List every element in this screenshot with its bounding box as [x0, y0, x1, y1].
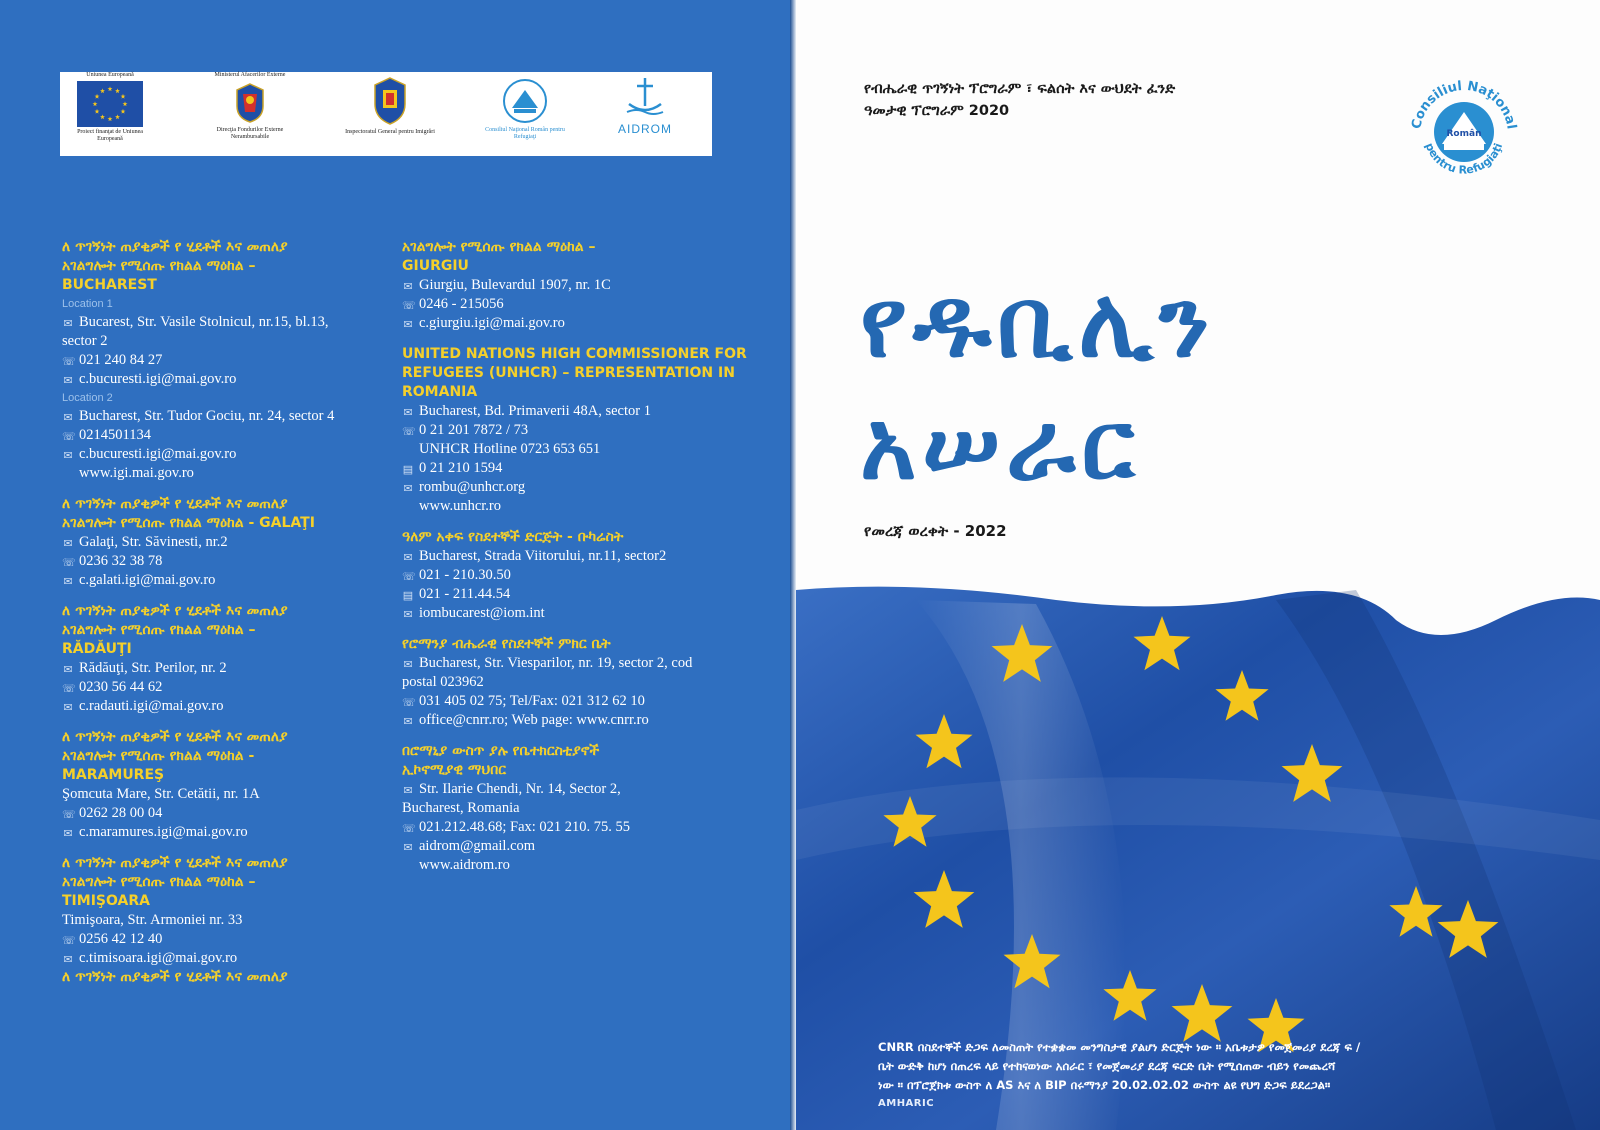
- phone-icon: ☏: [62, 557, 76, 569]
- igi-logo-caption: Inspectoratul General pentru Imigrări: [345, 129, 435, 135]
- section-heading-line: UNITED NATIONS HIGH COMMISSIONER FOR: [402, 346, 747, 362]
- mae-logo-caption-bottom: Direcţia Fondurilor Externe Nerambursabile: [216, 127, 284, 140]
- eu-logo: [70, 72, 150, 156]
- email-link[interactable]: rombu@unhcr.org: [419, 479, 526, 495]
- email-link[interactable]: iombucarest@iom.int: [419, 605, 545, 621]
- section-radauti: [62, 602, 402, 716]
- envelope-icon: ✉: [403, 407, 413, 419]
- section-heading-line: አገልግሎት የሚሰጡ የክልል ማዕከል –: [402, 239, 596, 255]
- section-heading-city: BUCHAREST: [62, 277, 157, 293]
- sponsor-logos-strip: [60, 72, 712, 156]
- footer-line: ቤት ውድቅ ከሆነ በጠረፍ ላይ የተከናወነው አሰራር ፣ የመጀመሪያ ደረጃ ፍርድ ቤት የሚሰጠው ብይን የመጨረሻ: [878, 1059, 1336, 1073]
- section-iom: [402, 528, 762, 623]
- cnrr-logo-text-bottom: pentru Refugiaţi: [1422, 141, 1506, 177]
- back-panel: [0, 0, 790, 1130]
- section-bucharest: [62, 238, 402, 483]
- address: Galaţi, Str. Săvinesti, nr.2: [79, 534, 228, 550]
- address: Bucharest, Str. Viesparilor, nr. 19, sector 2, cod: [419, 655, 693, 671]
- phone-icon: ☏: [62, 356, 76, 368]
- email-icon: ✉: [403, 609, 413, 621]
- cnrr-logo-text-top: Consiliul Naţional: [1409, 78, 1519, 131]
- footer-description: [878, 1038, 1518, 1095]
- language-label: AMHARIC: [878, 1098, 935, 1109]
- document-title-line-1: የዱቢሊን: [860, 267, 1216, 379]
- fax: 021 - 211.44.54: [419, 586, 511, 602]
- section-cnrr: [402, 635, 762, 730]
- address: Bucharest, Strada Viitorului, nr.11, sector2: [419, 548, 667, 564]
- fax: 0 21 210 1594: [419, 460, 503, 476]
- phone-icon: ☏: [62, 935, 76, 947]
- section-heading-line: ለ ጥገኝነት ጠያቂዎች የ ሂደቶች እና መጠለያ: [62, 496, 288, 512]
- phone: 0214501134: [79, 427, 151, 443]
- program-line: የብሔራዊ ጥገኝነት ፕሮግራም ፣ ፍልሰት እና ውህደት ፈንድ: [864, 81, 1176, 97]
- section-giurgiu: [402, 238, 762, 333]
- email-icon: ✉: [403, 483, 413, 495]
- email-link[interactable]: office@cnrr.ro; Web page: www.cnrr.ro: [419, 712, 649, 728]
- section-heading-line: አገልግሎት የሚሰጡ የክልል ማዕከል -: [62, 748, 255, 764]
- envelope-icon: ✉: [63, 412, 73, 424]
- envelope-icon: ✉: [403, 785, 413, 797]
- email-icon: ✉: [63, 702, 73, 714]
- aidrom-logo-icon: [625, 76, 665, 122]
- cnrr-logo-icon: [502, 78, 548, 124]
- email-icon: ✉: [403, 319, 413, 331]
- email-link[interactable]: c.radauti.igi@mai.gov.ro: [79, 698, 224, 714]
- email-icon: ✉: [403, 716, 413, 728]
- phone-icon: ☏: [402, 426, 416, 438]
- section-heading-line: ROMANIA: [402, 384, 478, 400]
- email-icon: ✉: [403, 842, 413, 854]
- envelope-icon: ✉: [403, 552, 413, 564]
- document-subtitle: የመረጃ ወረቀት - 2022: [864, 522, 1007, 540]
- section-galati: [62, 495, 402, 590]
- section-heading-line: በሮማኒያ ውስጥ ያሉ የቤተክርስቲያኖች: [402, 743, 600, 759]
- envelope-icon: ✉: [63, 664, 73, 676]
- email-link[interactable]: c.giurgiu.igi@mai.gov.ro: [419, 315, 565, 331]
- section-heading-line: REFUGEES (UNHCR) – REPRESENTATION IN: [402, 365, 735, 381]
- phone-icon: ☏: [62, 683, 76, 695]
- contacts-column-2: [402, 238, 762, 887]
- phone: 021 - 210.30.50: [419, 567, 511, 583]
- phone: 0262 28 00 04: [79, 805, 163, 821]
- section-heading-city: TIMIŞOARA: [62, 893, 150, 909]
- section-maramures: [62, 728, 402, 842]
- email-link[interactable]: c.bucuresti.igi@mai.gov.ro: [79, 371, 237, 387]
- address: Str. Ilarie Chendi, Nr. 14, Sector 2,: [419, 781, 621, 797]
- igi-crest-icon: [373, 76, 407, 126]
- mae-logo: [200, 72, 300, 156]
- address: Bucharest, Bd. Primaverii 48A, sector 1: [419, 403, 651, 419]
- program-line: ዓመታዊ ፕሮግራም 2020: [864, 103, 1010, 119]
- email-icon: ✉: [63, 375, 73, 387]
- section-heading-city: MARAMUREŞ: [62, 767, 165, 783]
- envelope-icon: ✉: [403, 659, 413, 671]
- section-unhcr: [402, 345, 762, 516]
- section-heading-line: ኢኮኖሚያዊ ማህበር: [402, 762, 506, 778]
- cnrr-small-logo: [480, 72, 570, 156]
- section-heading-line: ዓለም አቀፍ የስደተኞች ድርጅት - ቡካሬስት: [402, 529, 624, 545]
- phone-icon: ☏: [402, 823, 416, 835]
- phone: 0256 42 12 40: [79, 931, 163, 947]
- email-icon: ✉: [63, 450, 73, 462]
- section-heading-city: RĂDĂUŢI: [62, 641, 132, 657]
- cnrr-small-logo-caption: Consiliul Naţional Român pentru Refugiaţi: [485, 127, 565, 140]
- cnrr-logo-text-middle: Român: [1446, 129, 1482, 139]
- phone: 021 240 84 27: [79, 352, 163, 368]
- email-link[interactable]: c.bucuresti.igi@mai.gov.ro: [79, 446, 237, 462]
- eu-logo-caption-bottom: Proiect finanţat de Uniunea Europeană: [77, 129, 143, 142]
- location-label: Location 2: [62, 392, 113, 404]
- phone-icon: ☏: [402, 697, 416, 709]
- footer-line: ነው ። በፕሮጀክቱ ውስጥ ለ AS እና ለ BIP በሩማንያ 20.02.02.02 ውስጥ ልዩ የህግ ድጋፍ ይደረጋል።: [878, 1078, 1331, 1092]
- email-link[interactable]: c.timisoara.igi@mai.gov.ro: [79, 950, 238, 966]
- email-icon: ✉: [63, 576, 73, 588]
- section-heading-line: ለ ጥገኝነት ጠያቂዎች የ ሂደቶች እና መጠለያ: [62, 729, 288, 745]
- contacts-column-1: [62, 238, 402, 999]
- envelope-icon: ✉: [63, 318, 73, 330]
- aidrom-logo: [605, 72, 685, 156]
- address: Timişoara, Str. Armoniei nr. 33: [62, 912, 243, 928]
- section-heading-line: ለ ጥገኝነት ጠያቂዎች የ ሂደቶች እና መጠለያ: [62, 855, 288, 871]
- section-heading-line: አገልግሎት የሚሰጡ የክልል ማዕከል –: [62, 258, 256, 274]
- program-heading: [864, 78, 1175, 122]
- cnrr-logo-icon: [1404, 72, 1524, 192]
- mae-logo-caption-top: Ministerul Afacerilor Externe: [214, 72, 286, 78]
- section-aidrom: [402, 742, 762, 875]
- hotline: UNHCR Hotline 0723 653 651: [419, 441, 601, 457]
- envelope-icon: ✉: [63, 538, 73, 550]
- location-label: Location 1: [62, 298, 113, 310]
- web-icon: [402, 499, 414, 511]
- document-title-line-2: አሠራር: [860, 389, 1141, 501]
- fax-icon: ▤: [402, 590, 414, 602]
- address: Bucharest, Str. Tudor Gociu, nr. 24, sector 4: [79, 408, 335, 424]
- website-link[interactable]: www.igi.mai.gov.ro: [79, 465, 194, 481]
- section-heading-line: ለ ጥገኝነት ጠያቂዎች የ ሂደቶች እና መጠለያ: [62, 603, 288, 619]
- website-link[interactable]: www.unhcr.ro: [419, 498, 502, 514]
- address: Rădăuţi, Str. Perilor, nr. 2: [79, 660, 227, 676]
- email-link[interactable]: aidrom@gmail.com: [419, 838, 536, 854]
- address: Giurgiu, Bulevardul 1907, nr. 1C: [419, 277, 611, 293]
- phone: 021.212.48.68; Fax: 021 210. 75. 55: [419, 819, 631, 835]
- address: Şomcuta Mare, Str. Cetătii, nr. 1A: [62, 786, 260, 802]
- address-continued: sector 2: [62, 333, 108, 349]
- phone: 031 405 02 75; Tel/Fax: 021 312 62 10: [419, 693, 645, 709]
- phone: 0236 32 38 78: [79, 553, 163, 569]
- phone-icon: ☏: [402, 571, 416, 583]
- section-heading-line: ለ ጥገኝነት ጠያቂዎች የ ሂደቶች እና መጠለያ: [62, 969, 288, 985]
- aidrom-logo-text: AIDROM: [618, 122, 672, 136]
- phone-icon: ☏: [62, 809, 76, 821]
- email-icon: ✉: [63, 828, 73, 840]
- eu-logo-caption-top: Uniunea Europeană: [86, 72, 134, 78]
- section-heading-line: የሮማንያ ብሔራዊ የስደተኞች ምክር ቤት: [402, 636, 611, 652]
- romania-coat-of-arms-icon: [235, 82, 265, 124]
- fax-icon: ▤: [402, 464, 414, 476]
- section-heading-city: አገልግሎት የሚሰጡ የክልል ማዕከል - GALAŢI: [62, 515, 315, 531]
- email-link[interactable]: c.galati.igi@mai.gov.ro: [79, 572, 216, 588]
- phone: 0246 - 215056: [419, 296, 504, 312]
- address-continued: postal 023962: [402, 674, 484, 690]
- eu-flag-icon: [77, 81, 143, 127]
- address: Bucarest, Str. Vasile Stolnicul, nr.15, bl.13,: [79, 314, 329, 330]
- email-link[interactable]: c.maramures.igi@mai.gov.ro: [79, 824, 248, 840]
- phone-icon: ☏: [62, 431, 76, 443]
- phone: 0230 56 44 62: [79, 679, 163, 695]
- section-heading-city: GIURGIU: [402, 258, 469, 274]
- web-icon: [62, 466, 74, 478]
- envelope-icon: ✉: [403, 281, 413, 293]
- footer-line: CNRR በስደተኞች ድጋፍ ለመስጠት የተቋቋመ መንግስታዊ ያልሆነ ድርጅት ነው ። አቤቱታዎ የመጀመሪያ ደረጃ ፍ /: [878, 1040, 1361, 1054]
- email-icon: ✉: [63, 954, 73, 966]
- phone: 0 21 201 7872 / 73: [419, 422, 529, 438]
- website-link[interactable]: www.aidrom.ro: [419, 857, 510, 873]
- section-heading-line: አገልግሎት የሚሰጡ የክልል ማዕከል –: [62, 874, 256, 890]
- phone-icon: ☏: [402, 300, 416, 312]
- section-heading-line: አገልግሎት የሚሰጡ የክልል ማዕከል –: [62, 622, 256, 638]
- section-timisoara: [62, 854, 402, 987]
- section-heading-line: ለ ጥገኝነት ጠያቂዎች የ ሂደቶች እና መጠለያ: [62, 239, 288, 255]
- igi-logo: [345, 72, 435, 156]
- address-continued: Bucharest, Romania: [402, 800, 520, 816]
